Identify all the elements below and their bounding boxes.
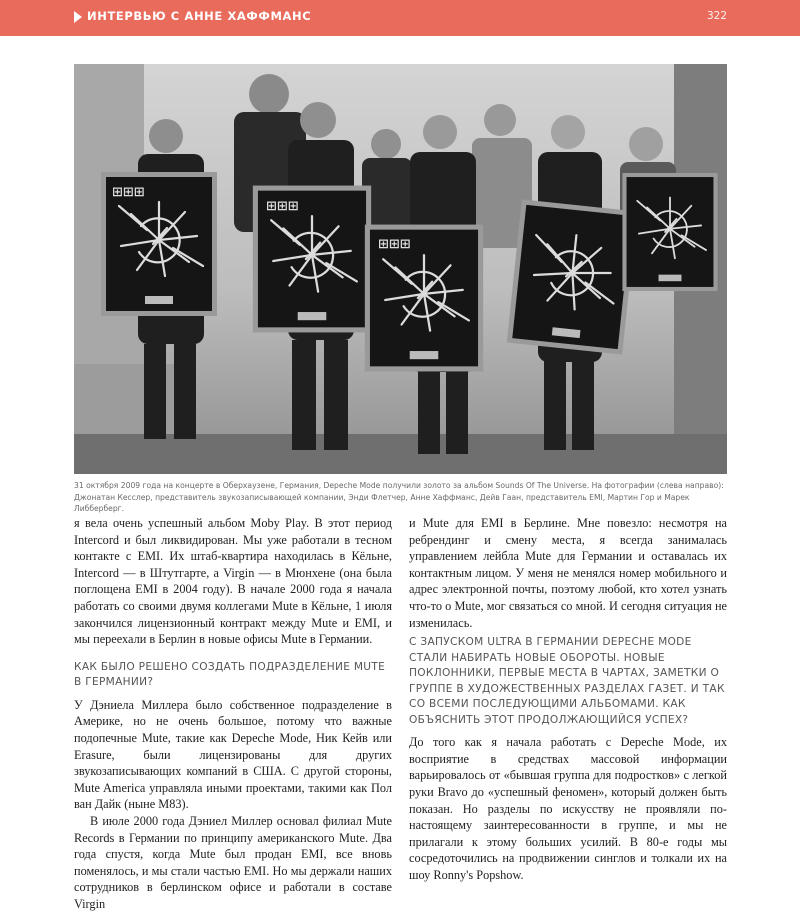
page-number: 322 xyxy=(706,10,727,22)
paragraph: В июле 2000 года Дэниел Миллер основал филиал Mute Records в Германии по принципу американского Mute. Два года спустя, когда Mute был продан EMI, все вновь поменялось, и мы стали частью EMI. Но мы держали наших сотрудников в берлинском офисе и работали в составе Virgin xyxy=(74,813,392,911)
paragraph: и Mute для EMI в Берлине. Мне повезло: несмотря на ребрендинг и смену места, я всегда занималась управлением лейбла Mute для Германии и оставалась их контактным лицом. У меня не менялся номер мобильного и адрес электронной почты, поэтому любой, кто хотел узнать что-то о Mute, мог связаться со мной. И сегодня ситуация не изменилась. xyxy=(409,516,727,630)
plaque-logo: ⊞⊞⊞ xyxy=(378,237,411,252)
plaque-logo: ⊞⊞⊞ xyxy=(112,185,145,200)
paragraph: До того как я начала работать с Depeche Mode, их восприятие в средствах массовой информации варьировалось от «бывшая группа для подростков» с легкой руки Bravo до «успешный феномен», который должен быть показан. Но разделы по искусству не проявляли по-настоящему заинтересованности в группе, и мы не прилагали к этому больших усилий. В 80-е годы мы сосредоточились на продвижении синглов и толкали их на шоу Ronny's Popshow. xyxy=(409,735,727,882)
paragraph: У Дэниела Миллера было собственное подразделение в Америке, но не очень большое, потому что важные подопечные Mute, такие как Depeche Mode, Ник Кейв или Erasure, были лицензированы для других звукозаписывающих компаний в США. С другой стороны, Mute America управляла иными проектами, такими как Пол ван Дайк (ныне M83). xyxy=(74,697,392,812)
right-column xyxy=(409,515,727,884)
plaque-logo: ⊞⊞⊞ xyxy=(266,199,299,214)
left-column xyxy=(74,515,392,912)
group-photo xyxy=(74,64,727,474)
interview-question: КАК БЫЛО РЕШЕНО СОЗДАТЬ ПОДРАЗДЕЛЕНИЕ MUTE В ГЕРМАНИИ? xyxy=(74,660,386,689)
section-title: ИНТЕРВЬЮ С АННЕ ХАФФМАНС xyxy=(87,9,312,23)
interview-question: С ЗАПУСКОМ ULTRA В ГЕРМАНИИ DEPECHE MODE СТАЛИ НАБИРАТЬ НОВЫЕ ОБОРОТЫ. НОВЫЕ ПОКЛОННИКИ, ПЕРВЫЕ МЕСТА В ЧАРТАХ, ЗАМЕТКИ О ГРУППЕ В ХУДОЖЕСТВЕННЫХ РАЗДЕЛАХ ГАЗЕТ. И ТАК СО ВСЕМИ ПОСЛЕДУЮЩИМИ АЛЬБОМАМИ. КАК ОБЪЯСНИТЬ ЭТОТ ПРОДОЛЖАЮЩИЙСЯ УСПЕХ? xyxy=(409,636,725,726)
paragraph: я вела очень успешный альбом Moby Play. В этот период Intercord и был ликвидирован. Мы уже работали в тесном контакте с EMI. Их штаб-квартира находилась в Кёльне, Intercord — в Штутгарте, а Virgin — в Мюнхене (она была поглощена EMI в 2004 году). В начале 2000 года я начала работать со своими двумя коллегами Mute в Кёльне, 1 июля закончился лицензионный контракт между Mute и EMI, и мы переехали в Берлин в новые офисы Mute в Германии. xyxy=(74,516,392,647)
photo-caption: 31 октября 2009 года на концерте в Оберхаузене, Германия, Depeche Mode получили золото за альбом Sounds Of The Universe. На фотографии (слева направо): Джонатан Кесслер, представитель звукозаписывающей компании, Энди Флетчер, Анне Хаффманс, Дейв Гаан, представитель EMI, Мартин Гор и Марек Либберберг. xyxy=(74,481,724,514)
triangle-right-icon xyxy=(74,11,82,23)
running-header xyxy=(0,0,800,36)
